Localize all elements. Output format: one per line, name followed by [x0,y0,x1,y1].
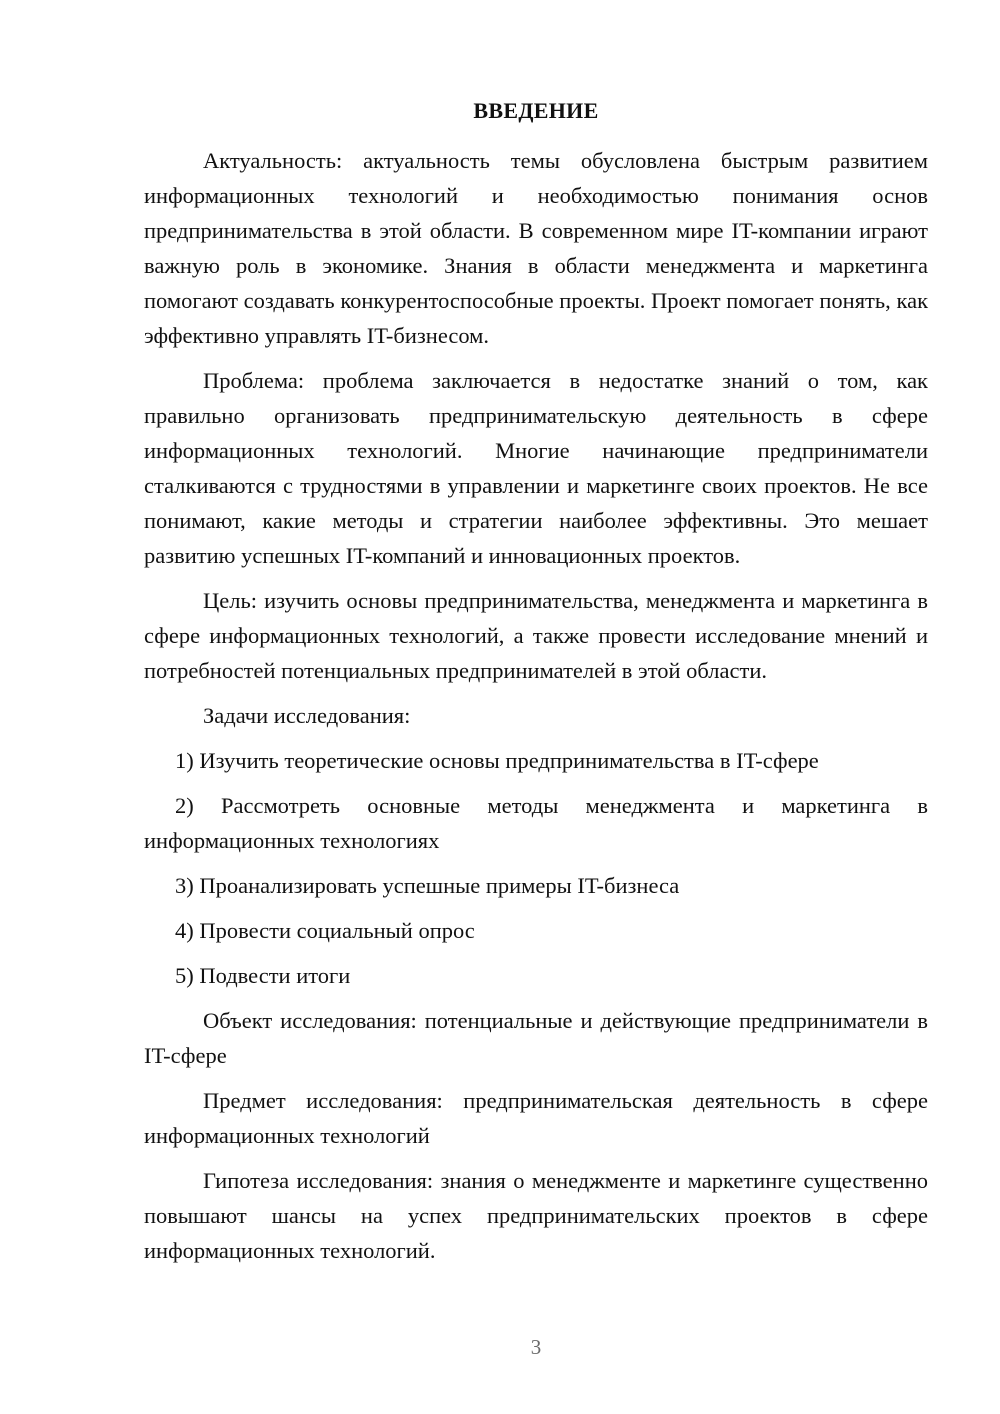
task-item-2: 2) Рассмотреть основные методы менеджмента и маркетинга в информационных технологиях [144,793,928,853]
task-item-1: 1) Изучить теоретические основы предпринимательства в IT-сфере [175,748,819,773]
paragraph-goal: Цель: изучить основы предпринимательства, менеджмента и маркетинга в сфере информационных технологий, а также провести исследование мнений и потребностей потенциальных предпринимателей в этой области. [144,588,928,683]
page-title: ВВЕДЕНИЕ [473,98,599,123]
paragraph-object: Объект исследования: потенциальные и действующие предприниматели в IT-сфере [144,1008,928,1068]
document-body [144,143,928,1278]
paragraph-relevance: Актуальность: актуальность темы обусловлена быстрым развитием информационных технологий и необходимостью понимания основ предпринимательства в этой области. В современном мире IT-компании играют важную роль в экономике. Знания в области менеджмента и маркетинга помогают создавать конкурентоспособные проекты. Проект помогает понять, как эффективно управлять IT-бизнесом. [144,148,928,348]
task-item-3: 3) Проанализировать успешные примеры IT-бизнеса [175,873,680,898]
page-number: 3 [530,1335,542,1359]
paragraph-tasks-heading: Задачи исследования: [203,703,411,728]
task-item-4: 4) Провести социальный опрос [175,918,475,943]
task-item-5: 5) Подвести итоги [175,963,351,988]
paragraph-subject: Предмет исследования: предпринимательская деятельность в сфере информационных технологий [144,1088,928,1148]
paragraph-hypothesis: Гипотеза исследования: знания о менеджменте и маркетинге существенно повышают шансы на успех предпринимательских проектов в сфере информационных технологий. [144,1168,928,1263]
paragraph-problem: Проблема: проблема заключается в недостатке знаний о том, как правильно организовать предпринимательскую деятельность в сфере информационных технологий. Многие начинающие предприниматели сталкиваются с трудностями в управлении и маркетинге своих проектов. Не все понимают, какие методы и стратегии наиболее эффективны. Это мешает развитию успешных IT-компаний и инновационных проектов. [144,368,928,568]
